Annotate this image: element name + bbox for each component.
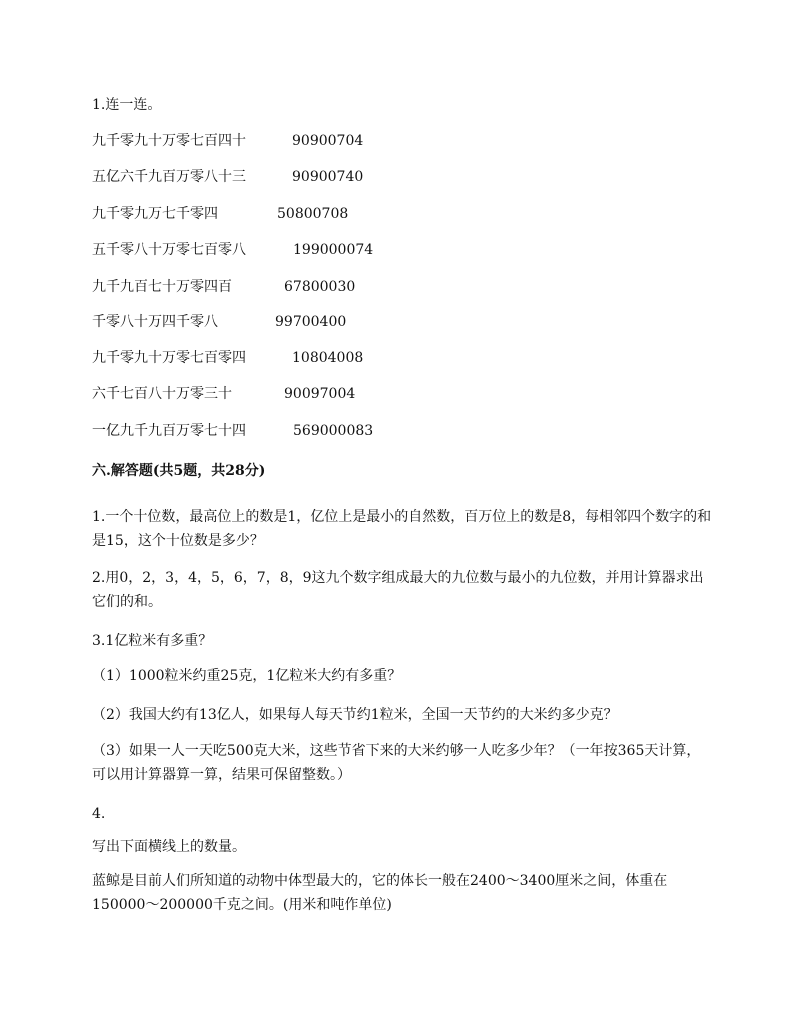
match-right: 569000083: [293, 423, 374, 439]
section-6-heading: 六.解答题(共5题，共28分): [92, 463, 266, 479]
match-left: 九千零九十万零七百零四: [92, 350, 246, 366]
match-right: 90900704: [292, 133, 364, 149]
match-left: 五亿六千九百万零八十三: [92, 169, 246, 185]
problem-3-part-1: （1）1000粒米约重25克，1亿粒米大约有多重？: [92, 668, 402, 684]
problem-1-text: 1.一个十位数，最高位上的数是1，亿位上是最小的自然数，百万位上的数是8，每相邻四个数字的和是15，这个十位数是多少？: [92, 509, 712, 549]
match-right: 67800030: [284, 279, 356, 295]
problem-4-text: 蓝鲸是目前人们所知道的动物中体型最大的，它的体长一般在2400～3400厘米之间，体重在150000～200000千克之间。(用米和吨作单位): [92, 873, 668, 913]
problem-3-title: 3.1亿粒米有多重？: [92, 633, 213, 649]
match-left: 五千零八十万零七百零八: [92, 242, 246, 258]
problem-4-number: 4.: [92, 806, 106, 822]
question-1-title: 1.连一连。: [92, 97, 162, 113]
problem-2-text: 2.用0，2，3，4，5，6，7，8，9这九个数字组成最大的九位数与最小的九位数，并用计算器求出它们的和。: [92, 570, 704, 610]
match-left: 九千九百七十万零四百: [92, 279, 232, 295]
problem-4-intro: 写出下面横线上的数量。: [92, 839, 246, 855]
match-right: 10804008: [292, 350, 364, 366]
problem-3-part-2: （2）我国大约有13亿人，如果每人每天节约1粒米，全国一天节约的大米约多少克？: [92, 707, 618, 723]
match-right: 50800708: [277, 206, 349, 222]
problem-3-part-3: （3）如果一人一天吃500克大米，这些节省下来的大米约够一人吃多少年？（一年按365天计算，可以用计算器算一算，结果可保留整数。）: [92, 743, 701, 783]
match-left: 六千七百八十万零三十: [92, 386, 232, 402]
match-left: 千零八十万四千零八: [92, 314, 218, 330]
match-left: 一亿九千九百万零七十四: [92, 423, 246, 439]
match-left: 九千零九万七千零四: [92, 206, 218, 222]
match-right: 99700400: [275, 314, 347, 330]
match-right: 90097004: [284, 386, 356, 402]
match-left: 九千零九十万零七百四十: [92, 133, 246, 149]
match-right: 90900740: [292, 169, 364, 185]
match-right: 199000074: [293, 242, 374, 258]
